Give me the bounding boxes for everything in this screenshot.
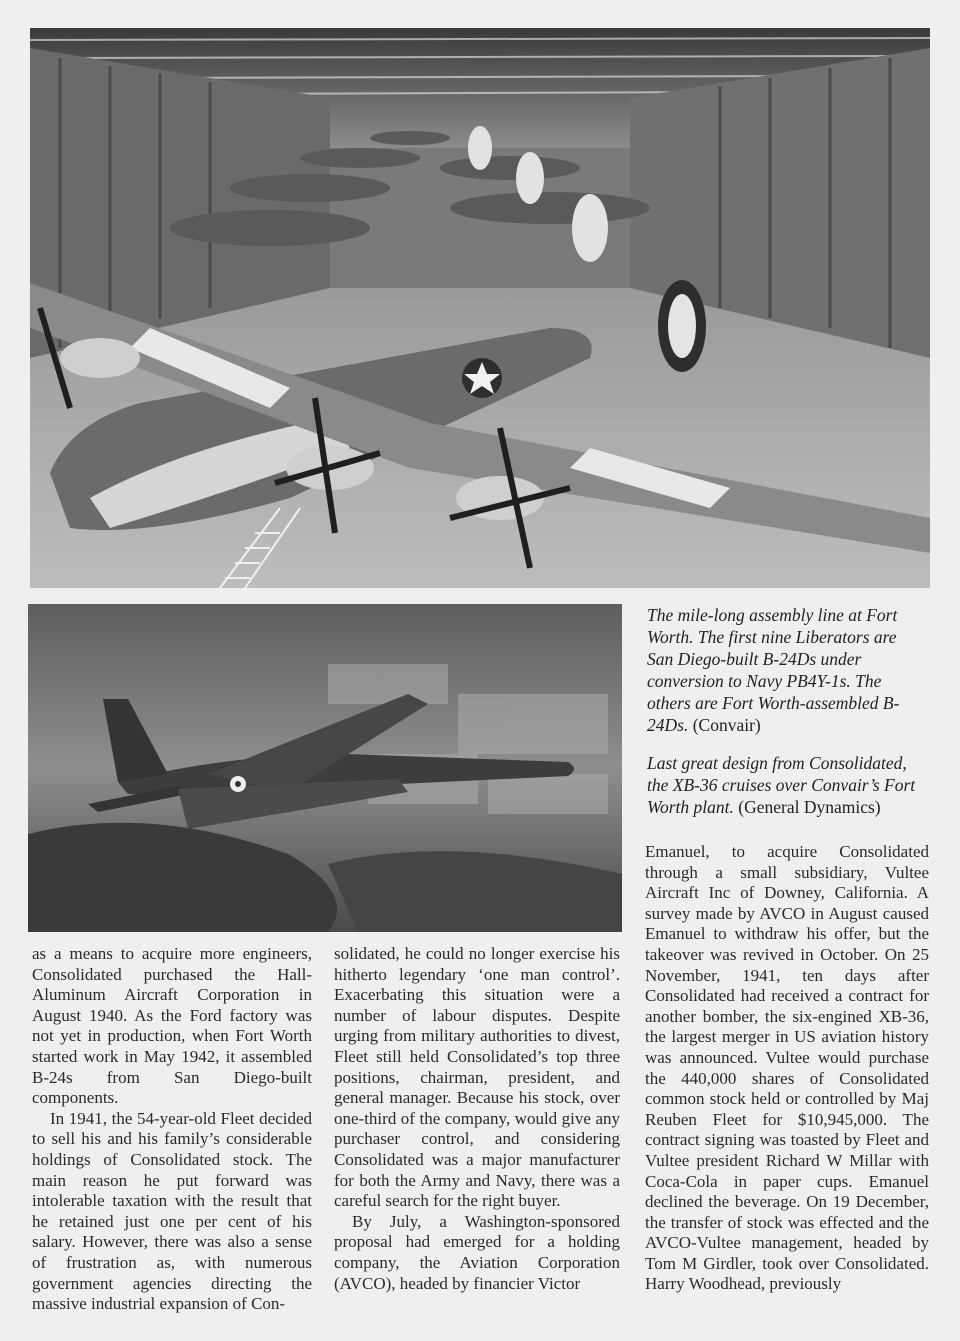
xb36-in-flight-photo [28, 604, 622, 932]
caption-assembly-line [647, 604, 927, 736]
paragraph: solidated, he could no longer exercise his hitherto legendary ‘one man control’. Exacerbating this situation were a number of labour disputes. Despite urging from military authorities to divest, Fleet still held Consolidated’s top three positions, chairman, president, and general manager. Because his stock, over one-third of the company, would give any purchaser control, and considering Consolidated was a major manufacturer for both the Army and Navy, there was a careful search for the right buyer. [334, 944, 620, 1211]
paragraph: as a means to acquire more engineers, Consolidated purchased the Hall-Aluminum Aircraft Corporation in August 1940. As the Ford factory was not yet in production, when Fort Worth started work in May 1942, it assembled B-24s from San Diego-built components. [32, 944, 312, 1108]
assembly-line-photo [30, 28, 930, 588]
paragraph: By July, a Washington-sponsored proposal had emerged for a holding company, the Aviation Corporation (AVCO), headed by financier Victor [334, 1211, 620, 1293]
text-column-2 [334, 944, 620, 1294]
caption-text: Last great design from Consolidated, the XB-36 cruises over Convair’s Fort Worth plant. [647, 753, 916, 817]
paragraph: In 1941, the 54-year-old Fleet decided to sell his and his family’s considerable holdings of Consolidated stock. The main reason he put forward was intolerable taxation with the result that he retained just one per cent of his salary. However, there was also a sense of frustration as, with numerous government agencies directing the massive industrial expansion of Con- [32, 1108, 312, 1314]
caption-credit: (General Dynamics) [738, 797, 881, 817]
text-column-1 [32, 944, 312, 1315]
text-column-3 [645, 842, 929, 1295]
caption-xb36 [647, 752, 927, 818]
caption-credit: (Convair) [692, 715, 761, 735]
paragraph: Emanuel, to acquire Consolidated through a small subsidiary, Vultee Aircraft Inc of Downey, California. A survey made by AVCO in August caused Emanuel to withdraw his offer, but the takeover was revived in October. On 25 November, 1941, ten days after Consolidated had received a contract for another bomber, the six-engined XB-36, the largest merger in US aviation history was announced. Vultee would purchase the 440,000 shares of Consolidated common stock held or controlled by Maj Reuben Fleet for $10,945,000. The contract signing was toasted by Fleet and Vultee president Richard W Millar with Coca-Cola in paper cups. Emanuel declined the beverage. On 19 December, the transfer of stock was effected and the AVCO-Vultee management, headed by Tom M Girdler, took over Consolidated. Harry Woodhead, previously [645, 842, 929, 1294]
caption-text: The mile-long assembly line at Fort Worth. The first nine Liberators are San Diego-built B-24Ds under conversion to Navy PB4Y-1s. The others are Fort Worth-assembled B-24Ds. [647, 605, 900, 735]
